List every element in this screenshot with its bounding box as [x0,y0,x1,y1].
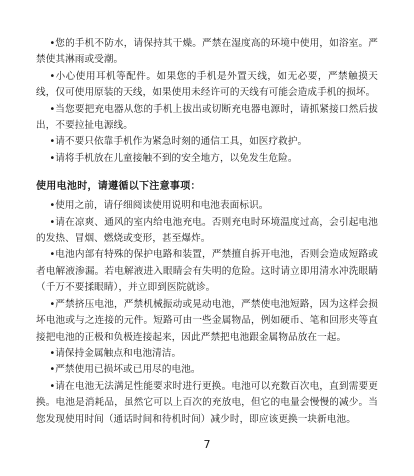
phone-safety-section [36,36,378,167]
paragraph-emergency-communication: •请不要只依靠手机作为紧急时刻的通信工具，如医疗救护。 [49,136,308,148]
paragraph-no-damaged-battery: •严禁使用已损坏或已用尽的电池。 [49,364,201,376]
paragraph-accessories-antenna: •小心使用耳机等配件。如果您的手机是外置天线，如无必要，严禁触摸天线，仅可使用原装的天线，如果使用未经许可的天线有可能会造成手机的损坏。 [36,70,378,99]
paragraph-no-crush-short-circuit: •严禁挤压电池，严禁机械振动或晃动电池，严禁使电池短路，因为这样会损坏电池或与之连接的元件。短路可由一些金属物品，例如硬币、笔和回形夹等直接把电池的正极和负极连接起来，因此严禁把电池跟金属物品放在一起。 [36,298,378,343]
paragraph-waterproof: •您的手机不防水，请保持其干燥。严禁在湿度高的环境中使用，如浴室。严禁使其淋雨或受潮。 [36,38,378,66]
battery-section-heading: 使用电池时，请遵循以下注意事项： [36,181,201,193]
battery-safety-section [36,198,378,428]
document-page [36,36,378,428]
paragraph-read-instructions: •使用之前，请仔细阅读使用说明和电池表面标识。 [49,200,269,212]
paragraph-charger-unplug: •当您要把充电器从您的手机上拔出或切断充电器电源时，请抓紧接口然后拔出，不要拉扯电源线。 [36,103,378,132]
paragraph-keep-contacts-clean: •请保持金属触点和电池清洁。 [49,347,182,359]
page-number: 7 [203,438,211,451]
paragraph-replace-battery: •请在电池无法满足性能要求时进行更换。电池可以充数百次电，直到需要更换。电池是消耗品，虽然它可以上百次的充放电，但它的电量会慢慢的减少。当您发现使用时间（通话时间和待机时间）减少时，即应该更换一块新电池。 [36,380,378,425]
paragraph-do-not-disassemble: •电池内部有特殊的保护电路和装置，严禁擅自拆开电池，否则会造成短路或者电解液渗漏。若电解液进入眼睛会有失明的危险。这时请立即用清水冲洗眼睛（千万不要揉眼睛），并立即到医院就诊。 [36,249,378,294]
paragraph-charge-ventilated: •请在凉爽、通风的室内给电池充电。否则充电时环境温度过高，会引起电池的发热、冒烟、燃烧或变形，甚至爆炸。 [36,216,378,245]
paragraph-children-safety: •请将手机放在儿童接触不到的安全地方，以免发生危险。 [49,152,298,164]
